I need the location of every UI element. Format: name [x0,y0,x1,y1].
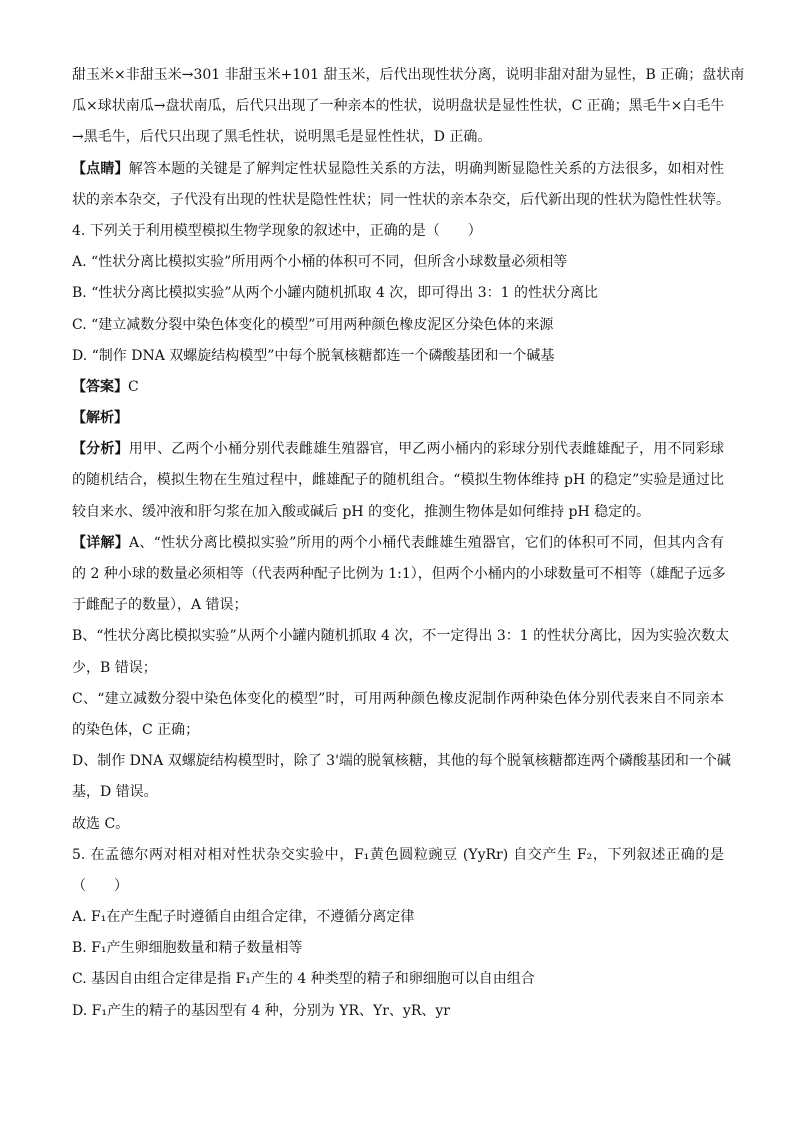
xiangjie-line: 少，B 错误； [72,659,157,676]
xiangjie-line [72,528,724,559]
dianjing-text: 解答本题的关键是了解判定性状显隐性关系的方法，明确判断显隐性关系的方法很多，如相对性 [128,160,725,177]
question-4-option-b: B. “性状分离比模拟实验”从两个小罐内随机抓取 4 次，即可得出 3：1 的性状分离比 [72,285,599,302]
fenxi-text: 用甲、乙两个小桶分别代表雌雄生殖器官，甲乙两小桶内的彩球分别代表雌雄配子，用不同彩球 [128,441,725,458]
page-content [72,60,745,1027]
dianjing-line [72,154,724,185]
xiangjie-line: 的 2 种小球的数量必须相等（代表两种配子比例为 1:1），但两个小桶内的小球数量可不相等（雄配子远多 [72,566,726,582]
question-4-option-a: A. “性状分离比模拟实验”所用两个小桶的体积可不同，但所含小球数量必须相等 [72,254,568,271]
question-4-stem: 4. 下列关于利用模型模拟生物学现象的叙述中，正确的是（ ） [72,222,482,239]
xiangjie-line: B、“性状分离比模拟实验”从两个小罐内随机抓取 4 次，不一定得出 3：1 的性状分离比，因为实验次数太 [72,628,730,645]
dianjing-label: 【点睛】 [72,160,129,177]
question-5-option-b: B. F₁产生卵细胞数量和精子数量相等 [72,940,303,957]
prev-analysis-line: 瓜×球状南瓜→盘状南瓜，后代只出现了一种亲本的性状，说明盘状是显性性状，C 正确；黑毛牛×白毛牛 [72,98,725,115]
xiangjie-line: D、制作 DNA 双螺旋结构模型时，除了 3'端的脱氧核糖，其他的每个脱氧核糖都连两个磷酸基团和一个碱 [72,753,731,770]
fenxi-line: 较自来水、缓冲液和肝匀浆在加入酸或碱后 pH 的变化，推测生物体是如何维持 pH 稳定的。 [72,503,651,520]
question-4-option-d: D. “制作 DNA 双螺旋结构模型”中每个脱氧核糖都连一个磷酸基团和一个碱基 [72,347,555,364]
answer-label: 【答案】 [72,378,128,395]
question-4-option-c: C. “建立减数分裂中染色体变化的模型”可用两种颜色橡皮泥区分染色体的来源 [72,316,554,333]
prev-analysis-line: 甜玉米×非甜玉米→301 非甜玉米+101 甜玉米，后代出现性状分离，说明非甜对甜为显性，B 正确；盘状南 [72,67,745,83]
dianjing-line: 状的亲本杂交，子代没有出现的性状是隐性性状；同一性状的亲本杂交，后代新出现的性状为隐性性状等。 [72,191,730,208]
xiangjie-line: 的染色体，C 正确； [72,721,200,738]
xiangjie-text: A、“性状分离比模拟实验”所用的两个小桶代表雌雄生殖器官，它们的体积可不同，但其内含有 [129,534,724,551]
question-5-option-a: A. F₁在产生配子时遵循自由组合定律，不遵循分离定律 [72,909,415,926]
question-5-stem-bracket: （ ） [72,877,128,894]
answer-value: C [128,378,139,395]
xiangjie-line: C、“建立减数分裂中染色体变化的模型”时，可用两种颜色橡皮泥制作两种染色体分别代表来自不同亲本 [72,690,724,707]
answer-line [72,372,724,403]
question-5-option-c: C. 基因自由组合定律是指 F₁产生的 4 种类型的精子和卵细胞可以自由组合 [72,971,535,988]
question-5-stem: 5. 在孟德尔两对相对相对性状杂交实验中，F₁黄色圆粒豌豆 (YyRr) 自交产生 F₂，下列叙述正确的是 [72,846,724,863]
fenxi-line: 的随机结合，模拟生物在生殖过程中，雌雄配子的随机组合。“模拟生物体维持 pH 的稳定”实验是通过比 [72,472,724,489]
question-5-option-d: D. F₁产生的精子的基因型有 4 种，分别为 YR、Yr、yR、yr [72,1002,450,1019]
conclusion: 故选 C。 [72,815,130,832]
fenxi-line [72,434,724,465]
jiexi-label: 【解析】 [72,410,128,427]
xiangjie-line: 于雌配子的数量），A 错误； [72,597,248,614]
fenxi-label: 【分析】 [72,441,129,458]
xiangjie-line: 基，D 错误。 [72,784,158,801]
jiexi-heading [72,403,724,434]
xiangjie-label: 【详解】 [72,534,130,551]
prev-analysis-line: →黑毛牛，后代只出现了黑毛性状，说明黑毛是显性性状，D 正确。 [72,129,492,146]
